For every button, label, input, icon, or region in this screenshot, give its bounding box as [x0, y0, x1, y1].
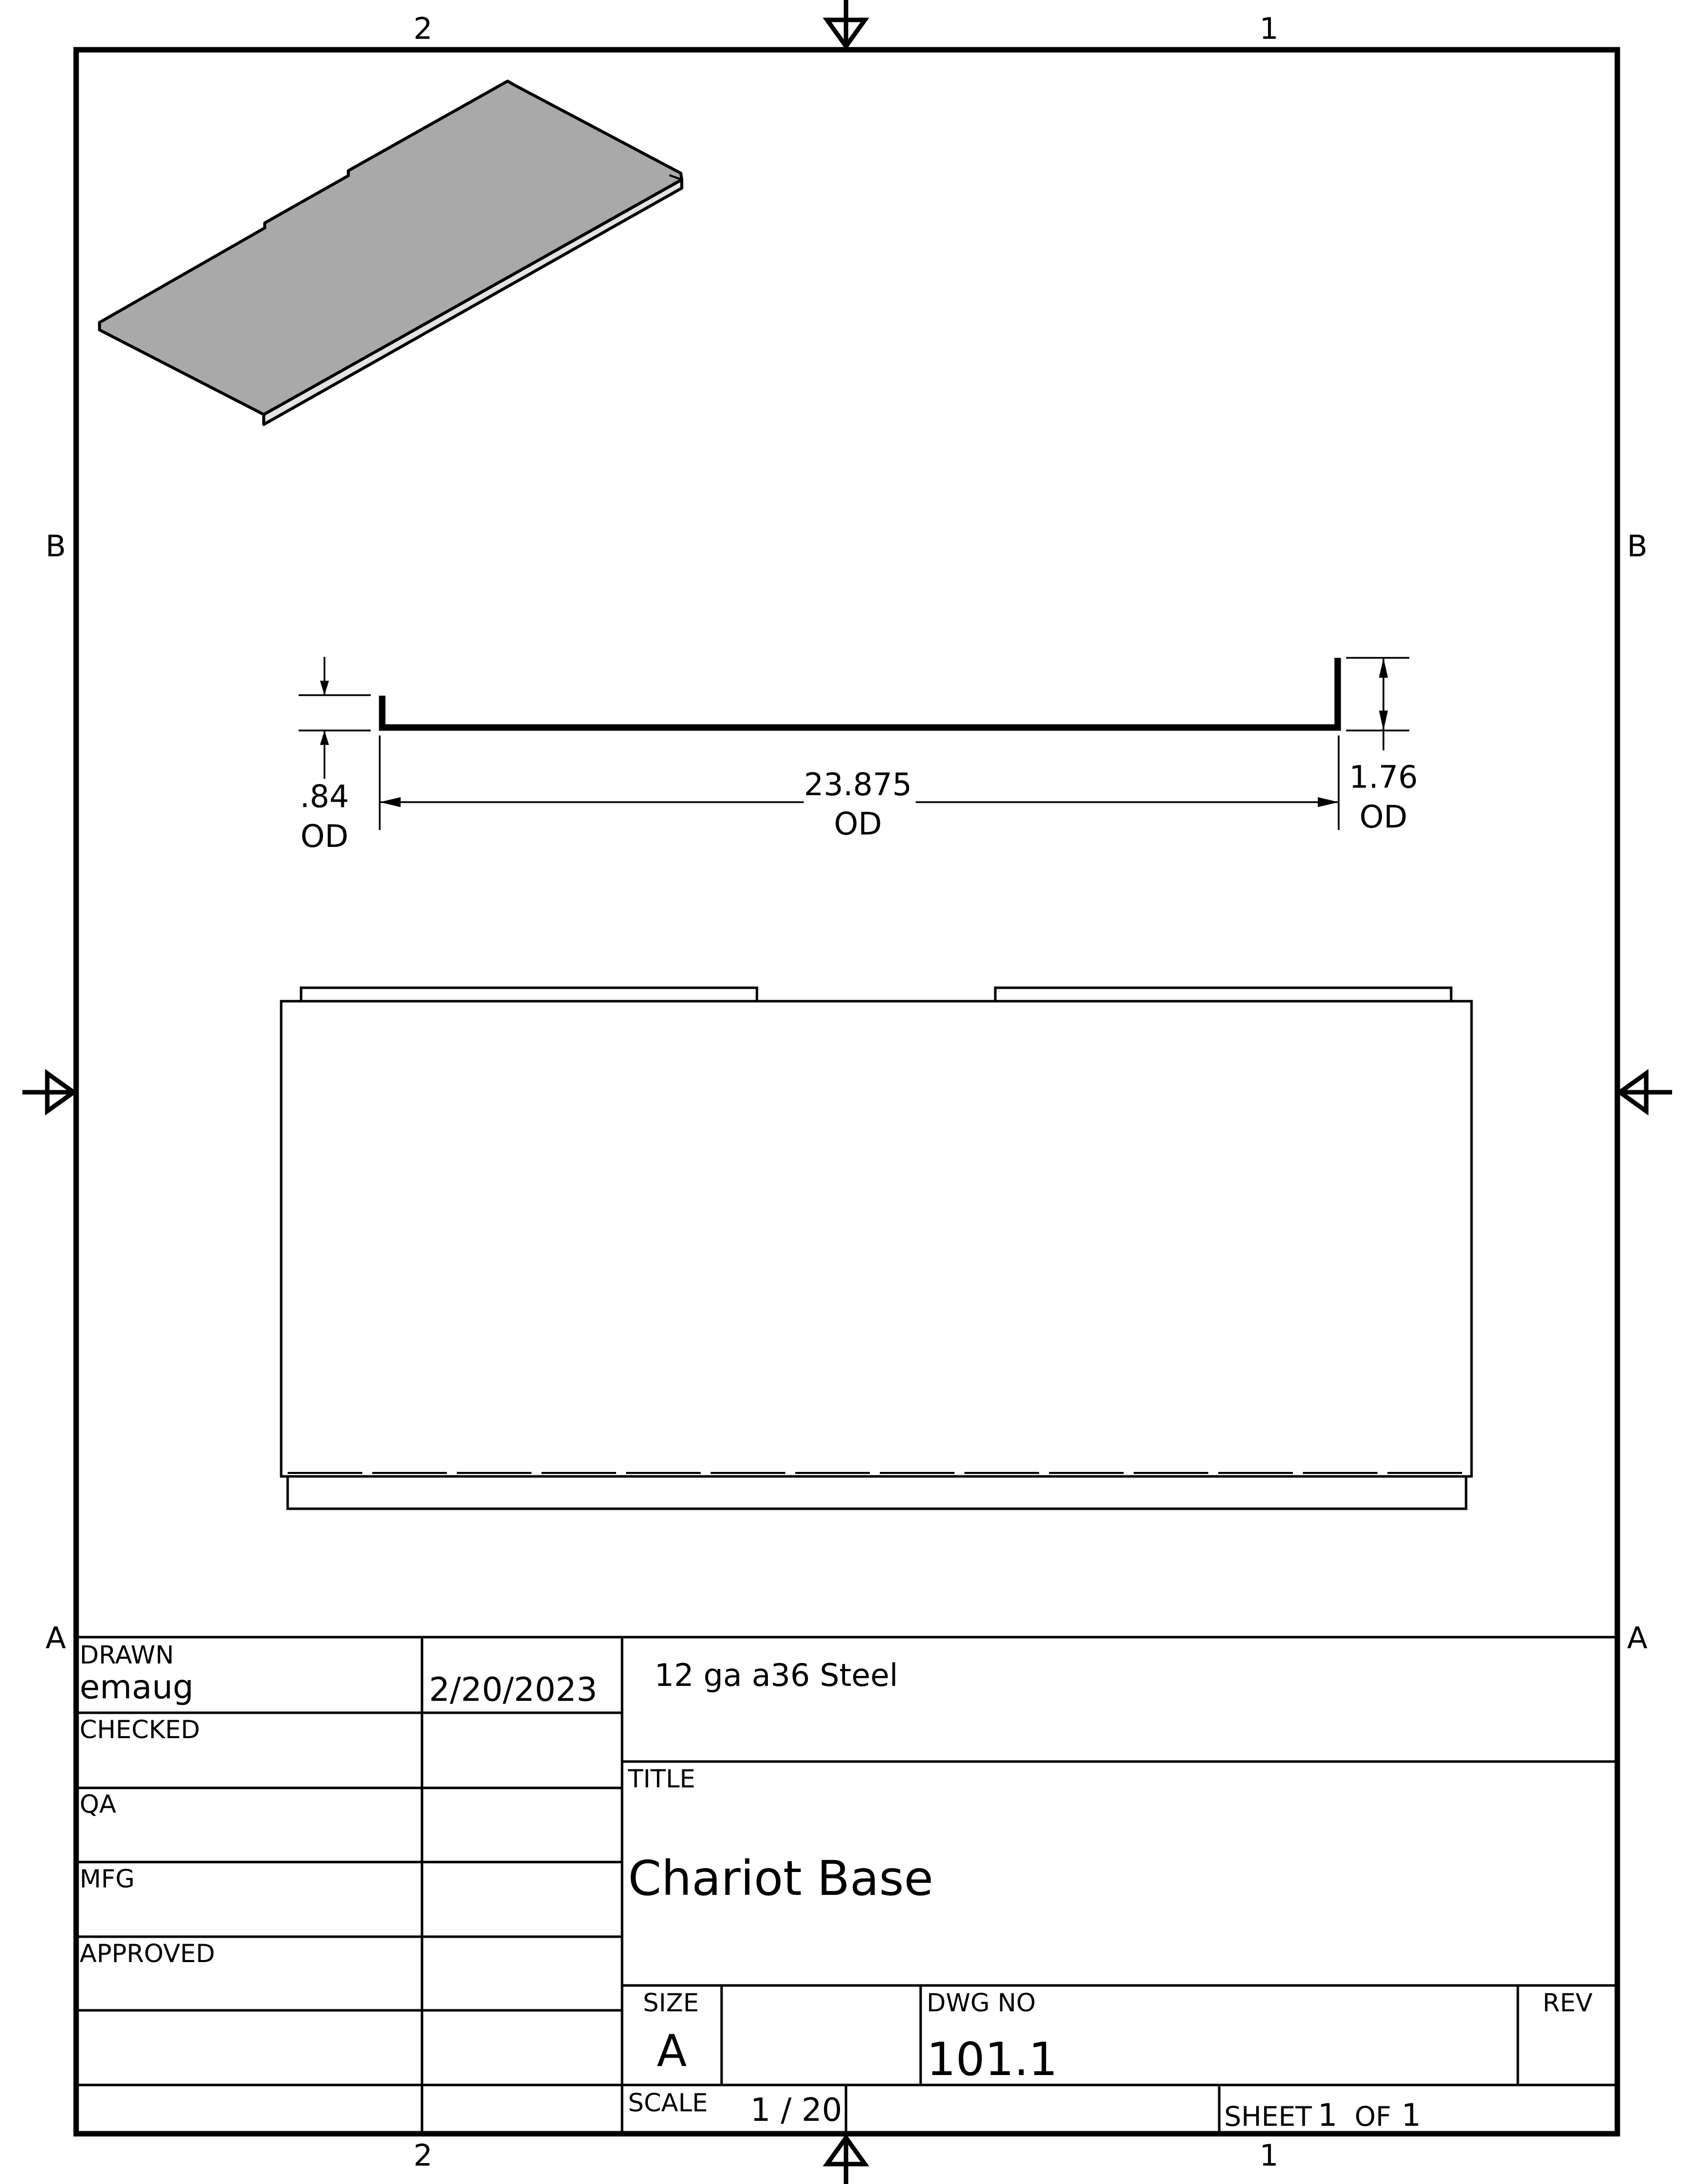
size-label: SIZE: [643, 1988, 699, 2017]
centering-mark-right: [1619, 1073, 1672, 1111]
dimension-width: [380, 735, 1339, 842]
material-note: 12 ga a36 Steel: [654, 1657, 898, 1693]
dwg-no-value: 101.1: [927, 2033, 1058, 2086]
of-label: OF: [1355, 2101, 1391, 2132]
drawn-by: emaug: [80, 1668, 194, 1706]
qa-label: QA: [80, 1790, 116, 1819]
scale-label: SCALE: [628, 2088, 708, 2117]
rev-label: REV: [1542, 1988, 1593, 2017]
top-view: [281, 988, 1472, 1509]
dimension-width-suffix: OD: [834, 806, 882, 842]
zone-label-left-a: A: [45, 1621, 66, 1656]
zone-label-top-2: 2: [413, 11, 433, 46]
centering-mark-top: [827, 0, 865, 47]
centering-mark-bottom: [827, 2136, 865, 2184]
mfg-label: MFG: [80, 1865, 135, 1893]
dimension-right-flange-suffix: OD: [1359, 799, 1408, 835]
zone-label-right-b: B: [1627, 529, 1648, 564]
dimension-left-flange-suffix: OD: [300, 818, 349, 854]
sheet-total: 1: [1401, 2097, 1421, 2133]
zone-label-top-1: 1: [1259, 11, 1279, 46]
dimension-left-flange-value: .84: [300, 778, 349, 815]
approved-label: APPROVED: [80, 1939, 215, 1968]
drawing-title: Chariot Base: [628, 1851, 934, 1906]
zone-label-left-b: B: [45, 529, 66, 564]
scale-value: 1 / 20: [750, 2092, 843, 2129]
iso-top-face: [100, 81, 682, 415]
zone-label-bottom-1: 1: [1259, 2138, 1279, 2173]
size-value: A: [656, 2025, 687, 2077]
dimension-width-value: 23.875: [804, 766, 912, 803]
drawn-date: 2/20/2023: [429, 1670, 598, 1709]
drawn-label: DRAWN: [80, 1641, 174, 1669]
front-view-profile: [382, 658, 1338, 728]
zone-label-bottom-2: 2: [413, 2138, 433, 2173]
title-block: [76, 1637, 1617, 2134]
sheet-number: 1: [1318, 2097, 1338, 2133]
isometric-view: [100, 81, 682, 424]
title-label: TITLE: [628, 1765, 696, 1793]
zone-label-right-a: A: [1627, 1621, 1648, 1656]
checked-label: CHECKED: [80, 1715, 200, 1744]
dwg-no-label: DWG NO: [927, 1988, 1036, 2017]
sheet-label: SHEET: [1224, 2101, 1312, 2132]
dimension-right-flange: [1346, 658, 1418, 835]
dimension-right-flange-value: 1.76: [1349, 759, 1418, 795]
dimension-left-flange: [299, 657, 371, 854]
centering-mark-left: [22, 1073, 75, 1111]
